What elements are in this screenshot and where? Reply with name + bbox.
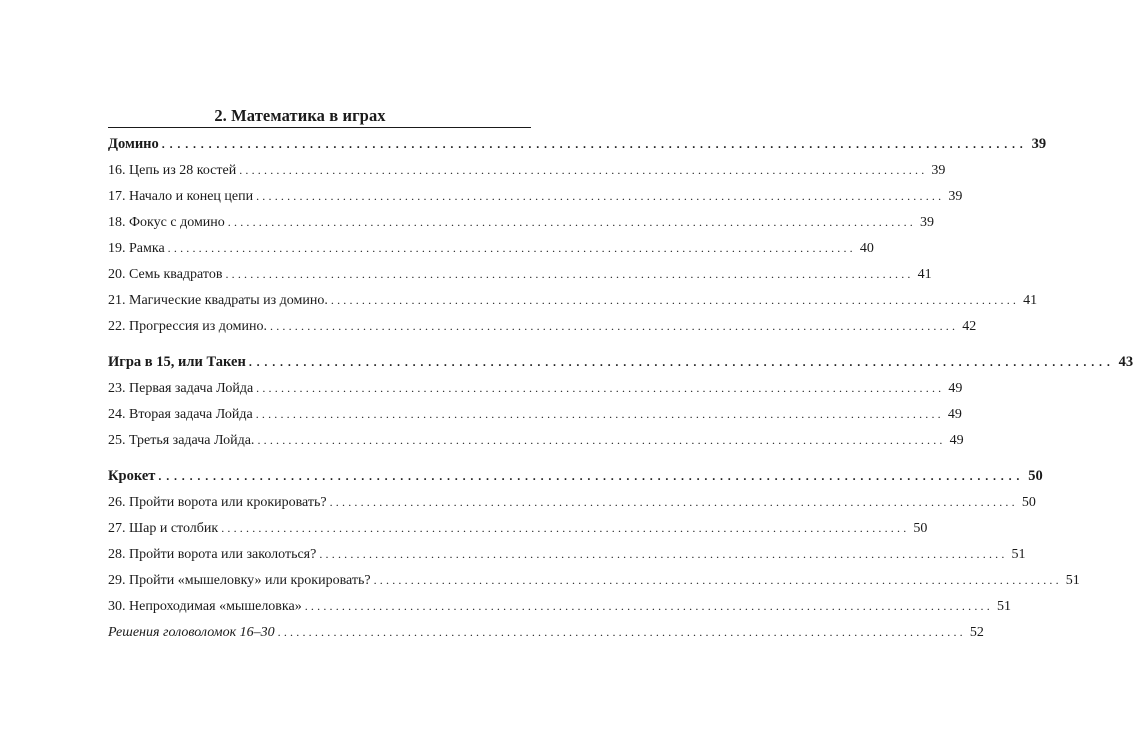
- page-number: 41: [1023, 293, 1038, 308]
- page-number: 39: [920, 215, 934, 230]
- leader-dots: ...............................................................................................................: [329, 495, 1018, 509]
- chapter-title: 2. Математика в играх: [214, 106, 386, 125]
- leader-dots: ...............................................................................................................: [319, 547, 1008, 561]
- entry-title: 28. Пройти ворота или заколоться?: [108, 547, 317, 562]
- leader-dots: ...............................................................................................................: [239, 163, 928, 177]
- entry-title: 16. Цепь из 28 костей: [108, 163, 237, 178]
- entry-title: 21. Магические квадраты из домино.: [108, 293, 328, 308]
- leader-dots: ...............................................................................................................: [257, 433, 946, 447]
- entry-title: 22. Прогрессия из домино.: [108, 319, 267, 334]
- toc-section-heading[interactable]: [108, 349, 1133, 375]
- page-number: 51: [1011, 547, 1026, 562]
- toc-section-heading[interactable]: [108, 131, 1047, 157]
- leader-dots: ...............................................................................................................: [256, 189, 945, 203]
- page-number: 49: [948, 381, 963, 396]
- toc-entry[interactable]: [108, 209, 934, 235]
- leader-dots: ...............................................................................................................: [167, 241, 856, 255]
- toc-entry[interactable]: [108, 183, 963, 209]
- entry-title: 29. Пройти «мышеловку» или крокировать?: [108, 573, 371, 588]
- entry-title: 20. Семь квадратов: [108, 267, 223, 282]
- page-number: 50: [913, 521, 928, 536]
- leader-dots: ...............................................................................................................: [330, 293, 1020, 307]
- leader-dots: ...............................................................................................................: [158, 469, 1025, 483]
- page-number: 50: [1028, 468, 1043, 484]
- entry-title: Игра в 15, или Такен: [108, 354, 246, 370]
- leader-dots: ...............................................................................................................: [221, 521, 910, 535]
- page-number: 49: [949, 433, 964, 448]
- leader-dots: ...............................................................................................................: [270, 319, 959, 333]
- toc-entry[interactable]: [108, 515, 928, 541]
- toc-entry[interactable]: [108, 541, 1026, 567]
- entry-title: 25. Третья задача Лойда.: [108, 433, 255, 448]
- entry-title: 23. Первая задача Лойда: [108, 381, 254, 396]
- leader-dots: ...............................................................................................................: [161, 137, 1028, 151]
- leader-dots: ...............................................................................................................: [255, 407, 944, 421]
- entry-title: 19. Рамка: [108, 241, 165, 256]
- page-number: 49: [947, 407, 962, 422]
- toc-solutions-entry[interactable]: [108, 619, 984, 645]
- page-number: 52: [969, 625, 984, 640]
- entry-title: Решения головоломок 16–30: [108, 625, 275, 640]
- entry-title: 26. Пройти ворота или крокировать?: [108, 495, 327, 510]
- leader-dots: ...............................................................................................................: [277, 625, 966, 639]
- toc-entry[interactable]: [108, 261, 932, 287]
- page-number: 50: [1021, 495, 1036, 510]
- toc-entry[interactable]: [108, 567, 1080, 593]
- leader-dots: ...............................................................................................................: [256, 381, 945, 395]
- toc-entry[interactable]: [108, 375, 963, 401]
- page-number: 39: [1031, 136, 1047, 152]
- leader-dots: ...............................................................................................................: [304, 599, 993, 613]
- leader-dots: ...............................................................................................................: [248, 355, 1115, 369]
- page-number: 40: [859, 241, 874, 256]
- entry-title: 17. Начало и конец цепи: [108, 189, 254, 204]
- entry-title: 30. Непроходимая «мышеловка»: [108, 599, 302, 614]
- toc-entry[interactable]: [108, 427, 964, 453]
- page-number: 39: [948, 189, 963, 204]
- page-number: 51: [1065, 573, 1080, 588]
- entry-title: Домино: [108, 136, 159, 152]
- page-number: 41: [917, 267, 932, 282]
- table-of-contents: [108, 131, 1133, 645]
- entry-title: Крокет: [108, 468, 156, 484]
- page-number: 39: [931, 163, 946, 178]
- page-number: 43: [1118, 354, 1133, 370]
- toc-entry[interactable]: [108, 593, 1011, 619]
- toc-entry[interactable]: [108, 489, 1036, 515]
- entry-title: 24. Вторая задача Лойда: [108, 407, 253, 422]
- leader-dots: ...............................................................................................................: [373, 573, 1062, 587]
- toc-entry[interactable]: [108, 401, 962, 427]
- title-rule: [108, 127, 531, 128]
- leader-dots: ...............................................................................................................: [225, 267, 914, 281]
- section-gap: [108, 339, 531, 349]
- entry-title: 18. Фокус с домино: [108, 215, 225, 230]
- page-number: 42: [962, 319, 977, 334]
- toc-section-heading[interactable]: [108, 463, 1043, 489]
- page-number: 51: [996, 599, 1011, 614]
- toc-entry[interactable]: [108, 235, 874, 261]
- toc-entry[interactable]: [108, 287, 1038, 313]
- toc-entry[interactable]: [108, 313, 977, 339]
- entry-title: 27. Шар и столбик: [108, 521, 219, 536]
- toc-entry[interactable]: [108, 157, 946, 183]
- leader-dots: ...............................................................................................................: [227, 215, 916, 229]
- section-gap: [108, 453, 531, 463]
